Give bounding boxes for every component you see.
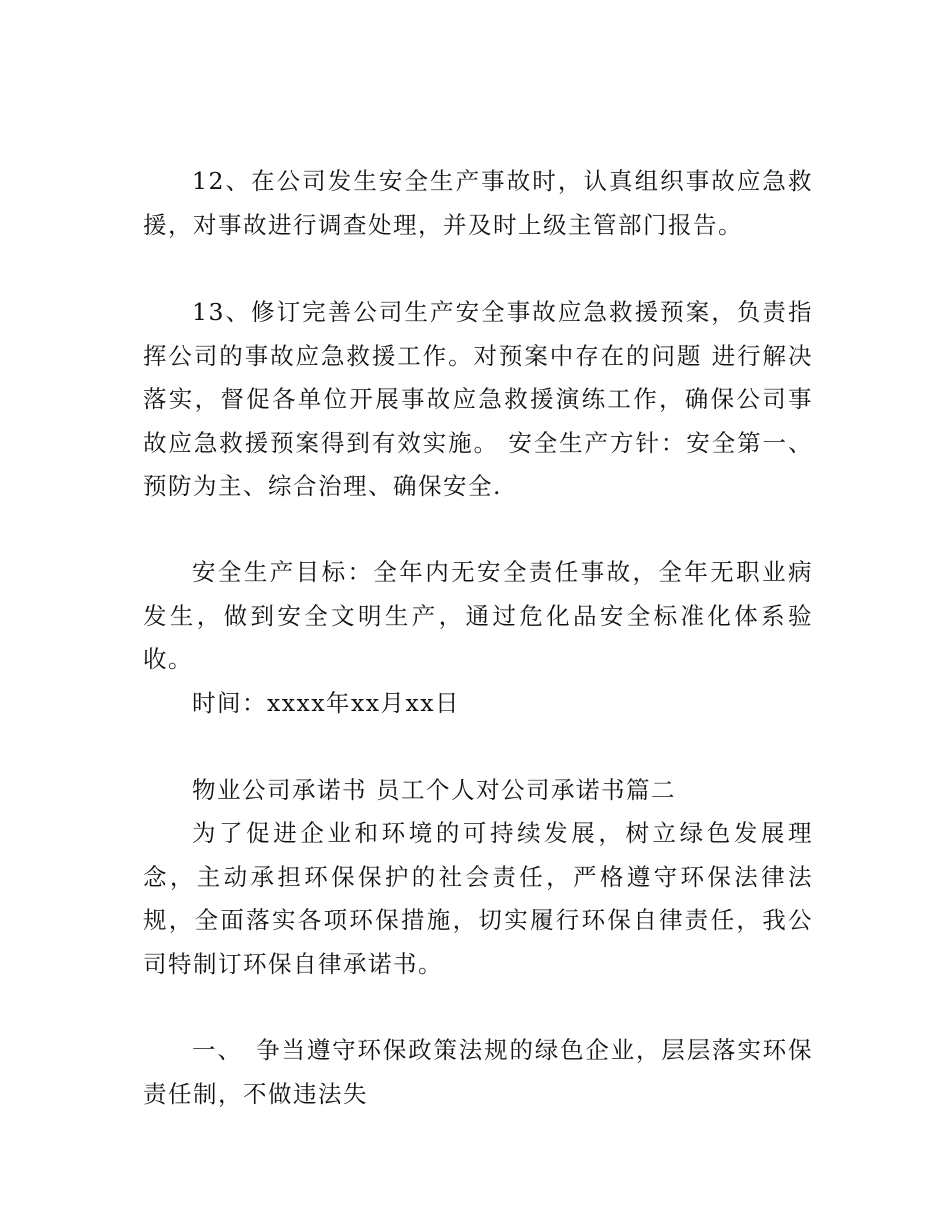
paragraph-item-13: 13、修订完善公司生产安全事故应急救援预案，负责指挥公司的事故应急救援工作。对预案中存在的问题 进行解决落实，督促各单位开展事故应急救援演练工作，确保公司事故应急救援预案得到有效实施。 安全生产方针：安全第一、预防为主、综合治理、确保安全. — [143, 298, 813, 500]
paragraph-item-12: 12、在公司发生安全生产事故时，认真组织事故应急救援，对事故进行调查处理，并及时上级主管部门报告。 — [143, 167, 813, 239]
paragraph-point-one: 一、 争当遵守环保政策法规的绿色企业，层层落实环保责任制，不做违法失 — [143, 1036, 813, 1108]
paragraph-safety-goal: 安全生产目标：全年内无安全责任事故，全年无职业病发生，做到安全文明生产，通过危化品安全标准化体系验收。 — [143, 558, 813, 673]
paragraph-date: 时间：xxxx年xx月xx日 — [192, 689, 461, 717]
paragraph-intro: 为了促进企业和环境的可持续发展，树立绿色发展理念，主动承担环保保护的社会责任，严格遵守环保法律法规，全面落实各项环保措施，切实履行环保自律责任，我公司特制订环保自律承诺书。 — [143, 819, 813, 978]
section-title: 物业公司承诺书 员工个人对公司承诺书篇二 — [192, 776, 676, 804]
